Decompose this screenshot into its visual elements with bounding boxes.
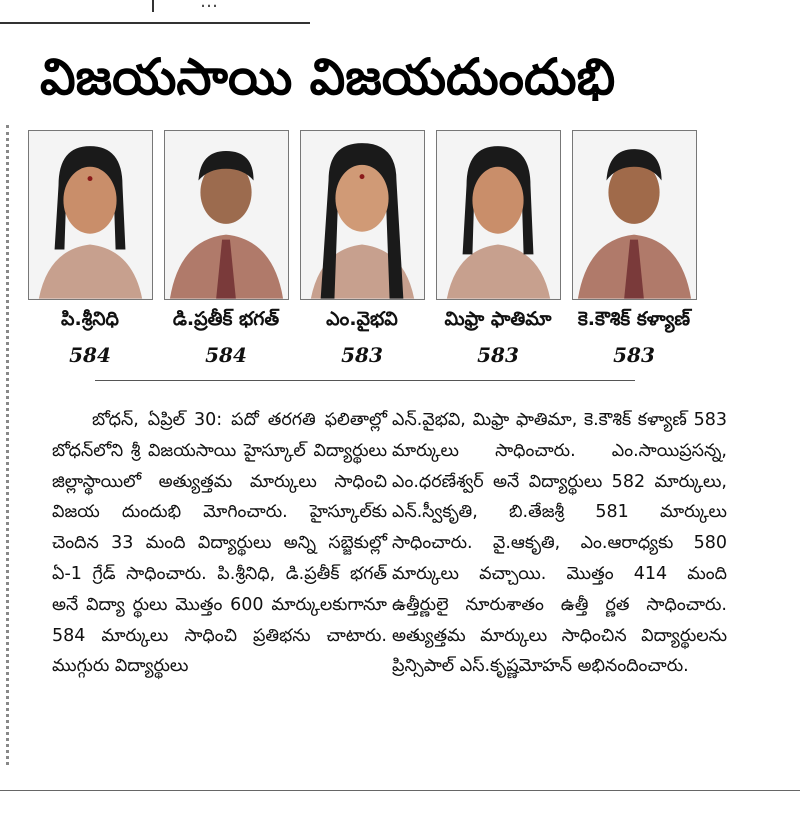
girl-portrait-icon — [29, 131, 152, 299]
student-name-5: కె.కౌశిక్ కళ్యాణ్ — [577, 308, 691, 330]
student-marks-3: 583 — [341, 343, 383, 367]
dotted-margin-line — [6, 125, 9, 765]
girl-portrait-icon — [301, 131, 424, 299]
student-photo-4 — [436, 130, 561, 300]
student-name-2: డి.ప్రతీక్ భగత్ — [172, 308, 280, 330]
student-marks-2: 584 — [205, 343, 247, 367]
article-paragraph-left: బోధన్, ఏప్రిల్ 30: పదో తరగతి ఫలితాల్లో బోధన్‌లోని శ్రీ విజయసాయి హైస్కూల్ విద్యార్థులు జిల్లాస్థాయిలో అత్యుత్తమ మార్కులు సాధించి విజయ దుందుభి మోగించారు. హైస్కూల్‌కు చెందిన 33 మంది విద్యార్థులు అన్ని సబ్జెకుల్లో ఏ-1 గ్రేడ్ సాధించారు. పి.శ్రీనిధి, డి.ప్రతీక్ భగత్ అనే విద్యా ర్థులు మొత్తం 600 మార్కులకుగానూ 584 మార్కులు సాధించి ప్రతిభను చాటారు. ముగ్గురు విద్యార్థులు — [52, 410, 387, 677]
section-divider — [95, 380, 635, 381]
article-body-left — [52, 405, 387, 682]
student-photo-2 — [164, 130, 289, 300]
boy-portrait-icon — [573, 131, 696, 299]
top-cut-text: … — [200, 0, 218, 12]
boy-portrait-icon — [165, 131, 288, 299]
student-photo-1 — [28, 130, 153, 300]
article-body-right — [392, 405, 727, 682]
student-name-1: పి.శ్రీనిధి — [61, 308, 119, 330]
girl-portrait-icon — [437, 131, 560, 299]
student-photo-5 — [572, 130, 697, 300]
student-marks-5: 583 — [613, 343, 655, 367]
student-name-4: మిఫ్రా ఫాతిమా — [444, 308, 552, 330]
student-marks-1: 584 — [69, 343, 111, 367]
headline: విజయసాయి విజయదుందుభి — [40, 48, 616, 106]
top-divider-tick — [152, 0, 154, 12]
student-name-3: ఎం.వైభవి — [326, 308, 398, 330]
article-paragraph-right: ఎన్.వైభవి, మిఫ్రా ఫాతిమా, కె.కౌశిక్ కళ్యాణ్ 583 మార్కులు సాధించారు. ఎం.సాయిప్రసన్న, ఎం.ధరణేశ్వర్ అనే విద్యార్థులు 582 మార్కులు, ఎన్.స్వీకృతి, బి.తేజశ్రీ 581 మార్కులు సాధించారు. వై.ఆకృతి, ఎం.ఆరాధ్యకు 580 మార్కులు వచ్చాయి. మొత్తం 414 మంది ఉత్తీర్ణులై నూరుశాతం ఉత్తీ ర్ణత సాధించారు. అత్యుత్తమ మార్కులు సాధించిన విద్యార్థులను ప్రిన్సిపాల్ ఎస్.కృష్ణమోహన్ అభినందించారు. — [392, 410, 727, 677]
student-photo-3 — [300, 130, 425, 300]
top-rule — [0, 22, 310, 24]
student-marks-4: 583 — [477, 343, 519, 367]
bottom-rule — [0, 790, 800, 791]
